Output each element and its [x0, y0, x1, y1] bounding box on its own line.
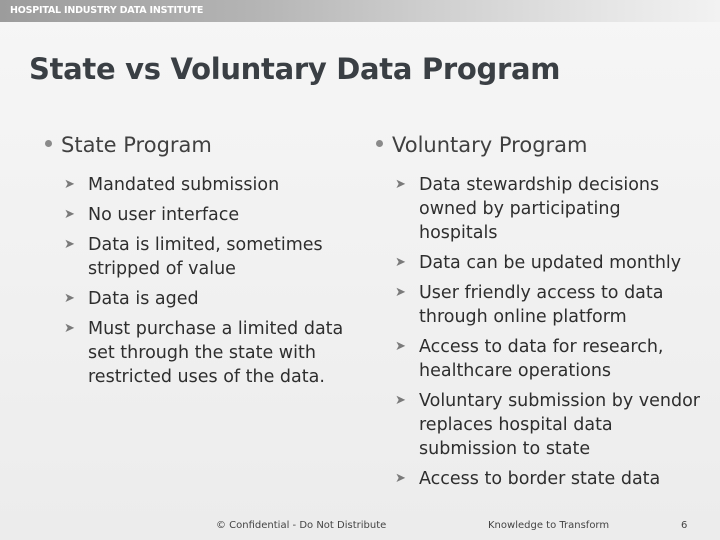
list-item-text: Data is limited, sometimes stripped of value [88, 235, 323, 279]
arrowhead-icon: ➤ [395, 177, 406, 192]
right-bullet-list [373, 173, 703, 491]
right-heading-text: Voluntary Program [392, 133, 588, 157]
footer-tagline: Knowledge to Transform [488, 520, 610, 531]
arrowhead-icon: ➤ [64, 207, 75, 222]
page-number: 6 [681, 520, 688, 531]
list-item [373, 467, 703, 491]
arrowhead-icon: ➤ [64, 177, 75, 192]
arrowhead-icon: ➤ [395, 393, 406, 408]
arrowhead-icon: ➤ [395, 471, 406, 486]
list-item-text: Access to data for research, healthcare operations [419, 337, 664, 381]
left-bullet-list [42, 173, 352, 389]
right-column [373, 132, 703, 497]
list-item [42, 287, 352, 311]
list-item-text: Voluntary submission by vendor replaces hospital data submission to state [419, 391, 700, 459]
list-item-text: Mandated submission [88, 175, 280, 195]
list-item [373, 281, 703, 329]
arrowhead-icon: ➤ [64, 237, 75, 252]
list-item-text: Access to border state data [419, 469, 661, 489]
slide-title: State vs Voluntary Data Program [29, 52, 561, 86]
list-item-text: User friendly access to data through online platform [419, 283, 664, 327]
list-item-text: Data is aged [88, 289, 199, 309]
left-column [42, 132, 352, 395]
list-item [373, 335, 703, 383]
round-bullet-icon [45, 140, 52, 147]
right-column-heading [373, 132, 703, 158]
list-item-text: Data can be updated monthly [419, 253, 682, 273]
arrowhead-icon: ➤ [64, 291, 75, 306]
arrowhead-icon: ➤ [64, 321, 75, 336]
left-column-heading [42, 132, 352, 158]
arrowhead-icon: ➤ [395, 285, 406, 300]
list-item-text: Must purchase a limited data set through the state with restricted uses of the data. [88, 319, 344, 387]
brand-logo-text: HOSPITAL INDUSTRY DATA INSTITUTE [10, 5, 204, 16]
left-heading-text: State Program [61, 133, 212, 157]
round-bullet-icon [376, 140, 383, 147]
list-item [42, 233, 352, 281]
arrowhead-icon: ➤ [395, 255, 406, 270]
list-item [42, 317, 352, 389]
list-item [373, 389, 703, 461]
list-item [42, 173, 352, 197]
list-item [373, 251, 703, 275]
list-item-text: No user interface [88, 205, 240, 225]
list-item [42, 203, 352, 227]
footer-confidential: © Confidential - Do Not Distribute [216, 520, 387, 531]
top-banner [0, 0, 720, 22]
arrowhead-icon: ➤ [395, 339, 406, 354]
list-item [373, 173, 703, 245]
list-item-text: Data stewardship decisions owned by participating hospitals [419, 175, 660, 243]
